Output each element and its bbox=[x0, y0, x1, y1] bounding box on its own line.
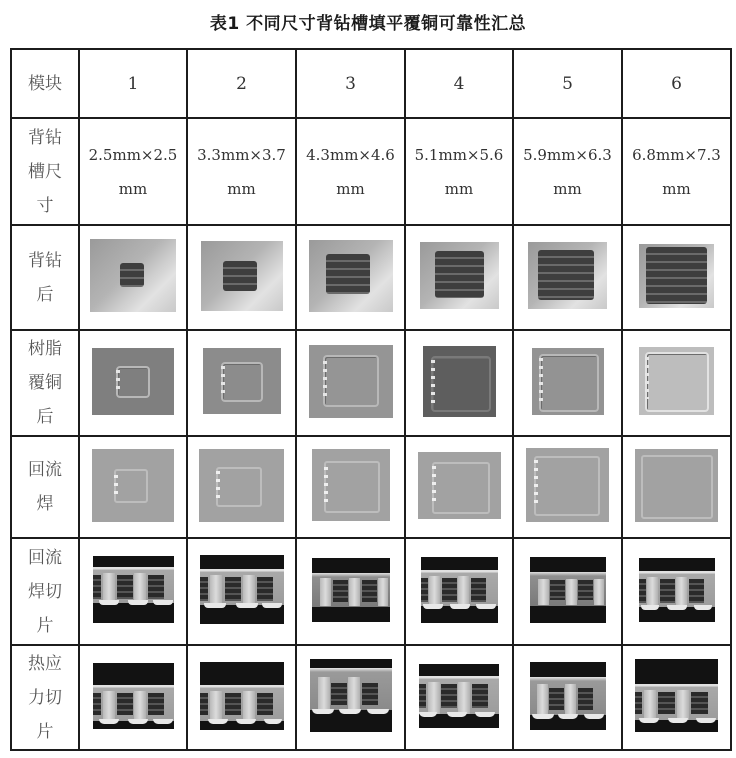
column-header: 4 bbox=[405, 49, 513, 118]
table-row-slot-size bbox=[11, 118, 731, 225]
photo-cell bbox=[79, 538, 187, 645]
resin-plated-photo bbox=[423, 346, 496, 417]
size-unit: mm bbox=[444, 179, 474, 198]
row-label-line: 热应 bbox=[28, 653, 62, 674]
column-header: 1 bbox=[79, 49, 187, 118]
photo-cell bbox=[79, 436, 187, 538]
photo-cell bbox=[187, 538, 296, 645]
size-cell bbox=[296, 118, 405, 225]
photo-cell bbox=[513, 436, 622, 538]
table-row-thermal-stress-cross-section bbox=[11, 645, 731, 750]
reflow-photo bbox=[199, 449, 284, 522]
size-cell bbox=[405, 118, 513, 225]
photo-cell bbox=[405, 436, 513, 538]
photo-cell bbox=[622, 330, 731, 436]
row-label bbox=[11, 225, 79, 330]
photo-cell bbox=[405, 645, 513, 750]
row-label-line: 背钻 bbox=[28, 127, 62, 148]
photo-cell bbox=[405, 225, 513, 330]
size-value: 4.3mm×4.6 bbox=[306, 145, 395, 164]
row-label-line: 焊 bbox=[36, 494, 54, 514]
photo-cell bbox=[513, 645, 622, 750]
back-drill-photo bbox=[309, 240, 393, 312]
back-drill-photo bbox=[639, 244, 714, 308]
column-header: 2 bbox=[187, 49, 296, 118]
row-label-line: 树脂 bbox=[28, 339, 62, 359]
thermal-stress-cross-section-photo bbox=[310, 659, 392, 732]
photo-cell bbox=[79, 645, 187, 750]
table-row-after-resin-plating bbox=[11, 330, 731, 436]
photo-cell bbox=[513, 225, 622, 330]
row-label-line: 背钻 bbox=[28, 250, 62, 271]
photo-cell bbox=[79, 225, 187, 330]
resin-plated-photo bbox=[92, 348, 174, 415]
resin-plated-photo bbox=[639, 347, 714, 415]
thermal-stress-cross-section-photo bbox=[530, 662, 606, 730]
size-unit: mm bbox=[227, 179, 256, 198]
table-title: 表1 不同尺寸背钻槽填平覆铜可靠性汇总 bbox=[209, 14, 527, 34]
column-header: 5 bbox=[513, 49, 622, 118]
photo-cell bbox=[513, 330, 622, 436]
row-label bbox=[11, 645, 79, 750]
row-label bbox=[11, 436, 79, 538]
photo-cell bbox=[622, 436, 731, 538]
back-drill-photo bbox=[528, 242, 607, 309]
reflow-photo bbox=[418, 452, 501, 519]
photo-cell bbox=[187, 436, 296, 538]
thermal-stress-cross-section-photo bbox=[635, 659, 718, 732]
reflow-photo bbox=[635, 449, 718, 522]
photo-cell bbox=[296, 538, 405, 645]
size-value: 6.8mm×7.3 bbox=[632, 145, 721, 164]
reflow-cross-section-photo bbox=[93, 556, 174, 623]
photo-cell bbox=[79, 330, 187, 436]
table-row-after-back-drill bbox=[11, 225, 731, 330]
size-value: 5.9mm×6.3 bbox=[523, 145, 612, 164]
size-unit: mm bbox=[553, 179, 582, 198]
photo-cell bbox=[296, 225, 405, 330]
reflow-cross-section-photo bbox=[421, 557, 498, 623]
row-label-line: 覆铜 bbox=[28, 373, 62, 393]
row-label-line: 力切 bbox=[28, 687, 62, 708]
table-row-reflow-cross-section bbox=[11, 538, 731, 645]
reflow-cross-section-photo bbox=[312, 558, 390, 622]
header-row bbox=[11, 49, 731, 118]
header-label bbox=[11, 49, 79, 118]
row-label-line: 片 bbox=[36, 721, 54, 742]
photo-cell bbox=[405, 538, 513, 645]
photo-cell bbox=[296, 330, 405, 436]
reflow-photo bbox=[526, 448, 609, 522]
reflow-photo bbox=[312, 449, 390, 521]
row-label-line: 槽尺 bbox=[28, 161, 62, 182]
column-header: 3 bbox=[296, 49, 405, 118]
reflow-cross-section-photo bbox=[639, 558, 715, 622]
photo-cell bbox=[513, 538, 622, 645]
row-label bbox=[11, 118, 79, 225]
photo-cell bbox=[296, 645, 405, 750]
size-cell bbox=[79, 118, 187, 225]
row-label-line: 后 bbox=[36, 407, 54, 427]
photo-cell bbox=[622, 538, 731, 645]
thermal-stress-cross-section-photo bbox=[200, 662, 284, 730]
resin-plated-photo bbox=[203, 348, 281, 414]
thermal-stress-cross-section-photo bbox=[419, 664, 499, 728]
photo-cell bbox=[187, 645, 296, 750]
reflow-cross-section-photo bbox=[530, 557, 606, 623]
reliability-summary-table bbox=[10, 48, 732, 751]
photo-cell bbox=[405, 330, 513, 436]
reflow-cross-section-photo bbox=[200, 555, 284, 624]
row-label-line: 片 bbox=[36, 615, 54, 636]
photo-cell bbox=[296, 436, 405, 538]
resin-plated-photo bbox=[532, 348, 604, 415]
size-unit: mm bbox=[118, 179, 148, 198]
row-label-line: 回流 bbox=[28, 460, 62, 480]
table-row-reflow bbox=[11, 436, 731, 538]
photo-cell bbox=[622, 225, 731, 330]
back-drill-photo bbox=[90, 239, 176, 312]
column-header: 6 bbox=[622, 49, 731, 118]
size-value: 5.1mm×5.6 bbox=[414, 145, 504, 164]
size-value: 2.5mm×2.5 bbox=[88, 145, 178, 164]
row-label bbox=[11, 538, 79, 645]
resin-plated-photo bbox=[309, 345, 393, 418]
row-label-line: 回流 bbox=[28, 547, 62, 568]
back-drill-photo bbox=[201, 241, 283, 311]
size-cell bbox=[622, 118, 731, 225]
row-label-line: 焊切 bbox=[28, 581, 62, 602]
size-unit: mm bbox=[336, 179, 365, 198]
photo-cell bbox=[622, 645, 731, 750]
header-label-text: 模块 bbox=[28, 73, 62, 94]
size-value: 3.3mm×3.7 bbox=[197, 145, 286, 164]
size-unit: mm bbox=[662, 179, 691, 198]
photo-cell bbox=[187, 330, 296, 436]
size-cell bbox=[187, 118, 296, 225]
reflow-photo bbox=[92, 449, 174, 522]
row-label-line: 后 bbox=[36, 284, 54, 305]
back-drill-photo bbox=[420, 242, 499, 309]
row-label-line: 寸 bbox=[36, 195, 54, 216]
thermal-stress-cross-section-photo bbox=[93, 663, 174, 729]
photo-cell bbox=[187, 225, 296, 330]
size-cell bbox=[513, 118, 622, 225]
row-label bbox=[11, 330, 79, 436]
